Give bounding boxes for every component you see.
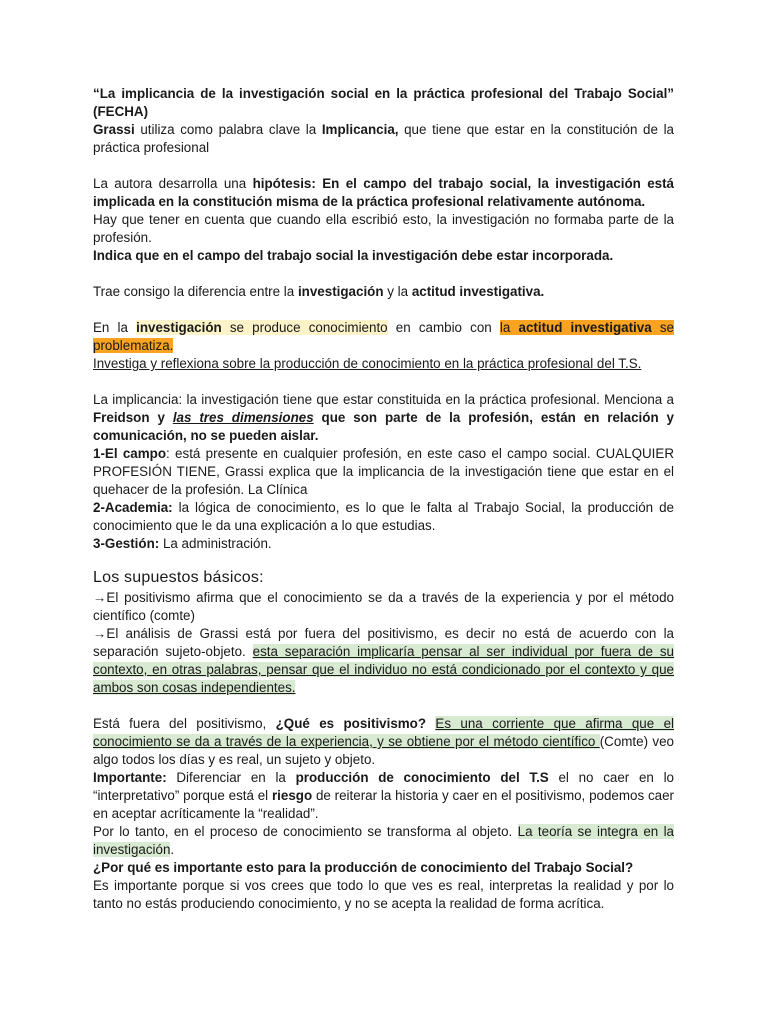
paragraph-diferencia: Trae consigo la diferencia entre la investigación y la actitud investigativa.: [93, 284, 545, 299]
arrow-item-grassi: →El análisis de Grassi está por fuera del positivismo, es decir no está de acuerdo con la separación sujeto-objeto. esta separación implicaría pensar al ser individual por fuera de su contexto, en otras palabras, pensar que el individuo no está condicionado por el contexto y que ambos son cosas independientes.: [93, 626, 674, 695]
paragraph-respuesta: Es importante porque si vos crees que todo lo que ves es real, interpretas la realidad y por lo tanto no estás produciendo conocimiento, y no se acepta la realidad de forma acrítica.: [93, 878, 674, 911]
paragraph-pregunta: ¿Por qué es importante esto para la producción de conocimiento del Trabajo Social?: [93, 860, 634, 875]
dimension-campo: 1-El campo: está presente en cualquier profesión, en este caso el campo social. CUALQUIER PROFESIÓN TIENE, Grassi explica que la implicancia de la investigación tiene que estar en el quehacer de la profesión. La Clínica: [93, 446, 674, 497]
dimension-gestion: 3-Gestión: La administración.: [93, 536, 272, 551]
paragraph-que-es-positivismo: Está fuera del positivismo, ¿Qué es positivismo? Es una corriente que afirma que el conocimiento se da a través de la experiencia, y se obtiene por el método científico (Comte) veo algo todos los días y es real, un sujeto y objeto.: [93, 716, 675, 767]
document-title: “La implicancia de la investigación social en la práctica profesional del Trabajo Social” (FECHA): [93, 86, 674, 119]
paragraph-hipotesis: La autora desarrolla una hipótesis: En el campo del trabajo social, la investigación está implicada en la constitución misma de la práctica profesional relativamente autónoma.: [93, 176, 674, 209]
paragraph-investiga-reflexiona: Investiga y reflexiona sobre la producción de conocimiento en la práctica profesional del T.S.: [93, 356, 642, 371]
paragraph-context: Hay que tener en cuenta que cuando ella escribió esto, la investigación no formaba parte de la profesión.: [93, 212, 674, 245]
dimension-academia: 2-Academia: la lógica de conocimiento, es lo que le falta al Trabajo Social, la producción de conocimiento que le da una explicación a lo que estudias.: [93, 500, 674, 533]
paragraph-implicancia: La implicancia: la investigación tiene que estar constituida en la práctica profesional. Menciona a Freidson y las tres dimensiones que son parte de la profesión, están en relación y comunicación, no se pueden aislar.: [93, 392, 674, 443]
paragraph-incorporada: Indica que en el campo del trabajo social la investigación debe estar incorporada.: [93, 248, 614, 263]
paragraph-importante: Importante: Diferenciar en la producción de conocimiento del T.S el no caer en lo “interpretativo” porque está el riesgo de reiterar la historia y caer en el positivismo, podemos caer en aceptar acríticamente la “realidad”.: [93, 770, 675, 821]
arrow-item-positivismo: →El positivismo afirma que el conocimiento se da a través de la experiencia y por el método científico (comte): [93, 590, 674, 623]
paragraph-investigacion-vs-actitud: En la investigación se produce conocimiento en cambio con la actitud investigativa se problematiza.: [93, 320, 674, 353]
section-heading: Los supuestos básicos:: [93, 569, 264, 586]
paragraph-grassi: Grassi utiliza como palabra clave la Implicancia, que tiene que estar en la constitución de la práctica profesional: [93, 122, 674, 155]
paragraph-por-lo-tanto: Por lo tanto, en el proceso de conocimiento se transforma al objeto. La teoría se integra en la investigación.: [93, 824, 674, 857]
